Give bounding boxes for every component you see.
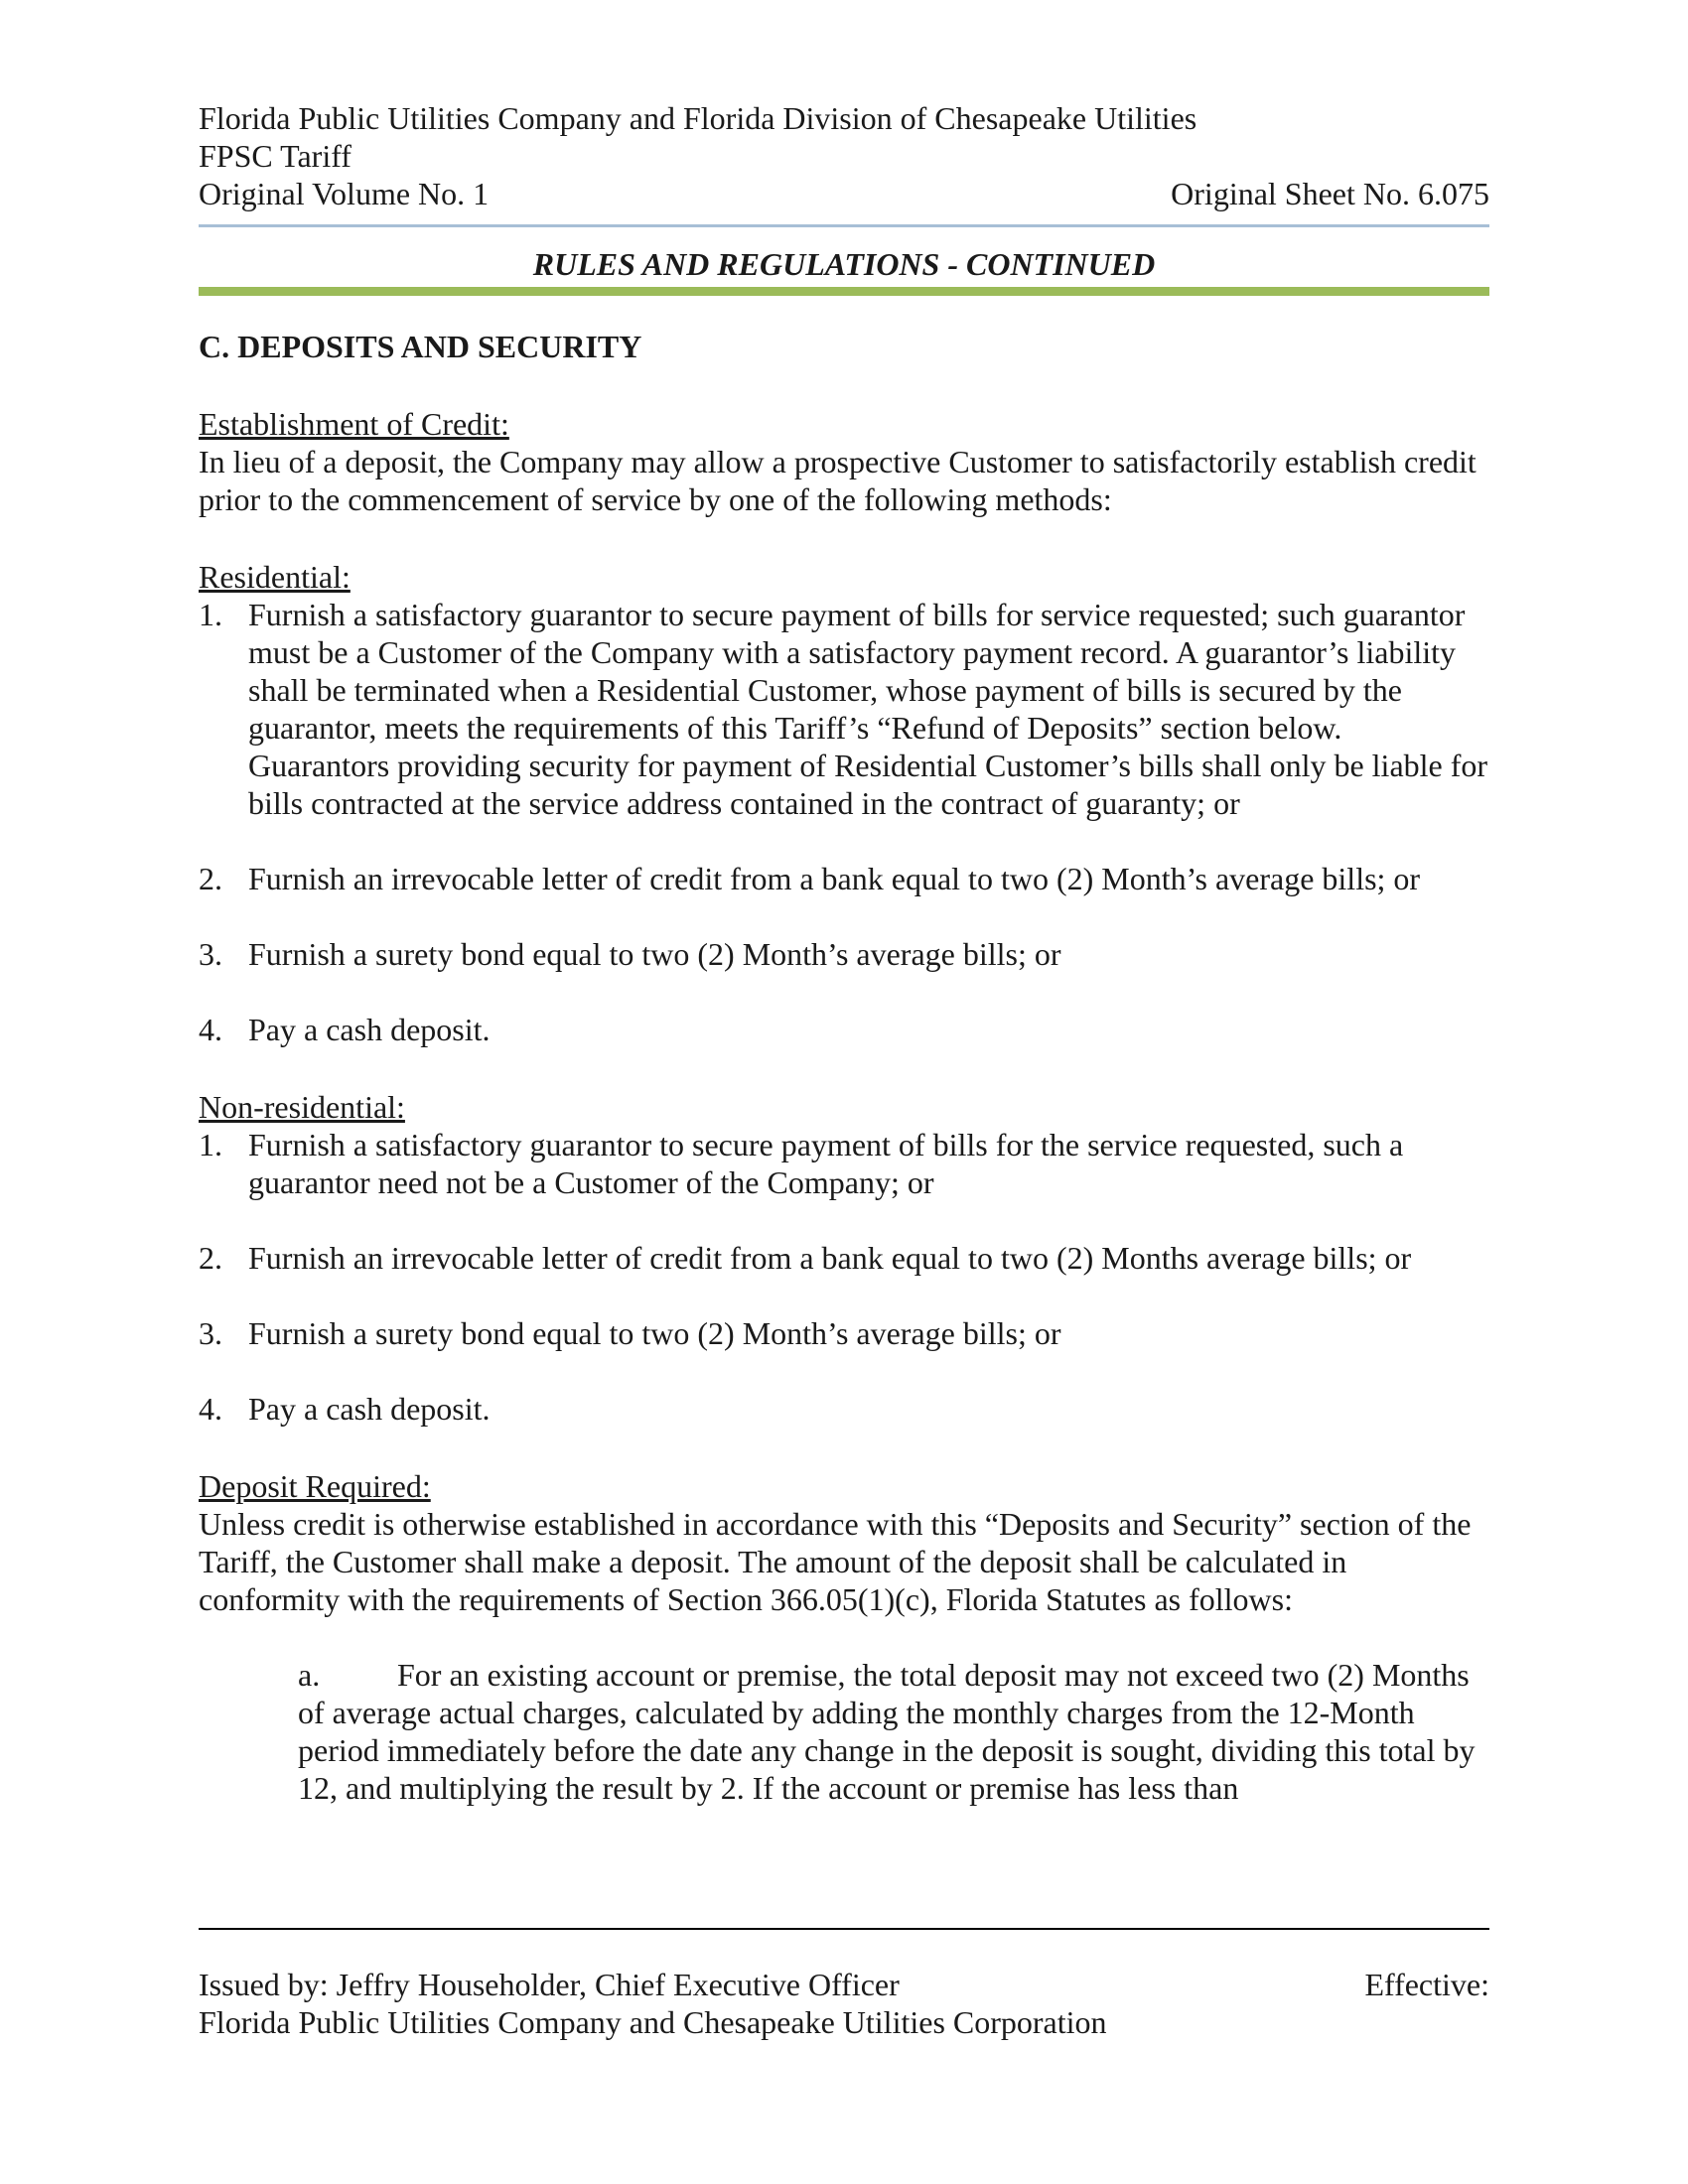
section-title: RULES AND REGULATIONS - CONTINUED	[532, 246, 1156, 282]
list-item-text: Furnish a surety bond equal to two (2) Month’s average bills; or	[248, 1315, 1061, 1351]
header-divider	[199, 224, 1489, 227]
list-item	[199, 860, 1489, 897]
footer-company: Florida Public Utilities Company and Chesapeake Utilities Corporation	[199, 2004, 1107, 2040]
header-sheet-number: Original Sheet No. 6.075	[1171, 176, 1489, 211]
deposit-required-subheading: Deposit Required:	[199, 1468, 431, 1504]
list-item	[199, 1390, 1489, 1428]
page-footer	[199, 1928, 1489, 2041]
subsection-text: For an existing account or premise, the total deposit may not exceed two (2) Months of average actual charges, calculated by adding the monthly charges from the 12-Month period immediately before the date any change in the deposit is sought, dividing this total by 12, and multiplying the result by 2. If the account or premise has less than	[298, 1657, 1476, 1806]
list-item-number: 4.	[199, 1391, 222, 1427]
list-item	[199, 596, 1489, 822]
list-item-text: Pay a cash deposit.	[248, 1391, 491, 1427]
non-residential-subheading: Non-residential:	[199, 1089, 405, 1125]
list-item	[199, 1239, 1489, 1277]
header-tariff-line: FPSC Tariff	[199, 138, 352, 174]
list-item-number: 1.	[199, 1127, 222, 1162]
section-title-divider	[199, 287, 1489, 296]
header-volume: Original Volume No. 1	[199, 176, 490, 211]
list-item-number: 4.	[199, 1012, 222, 1047]
list-item-number: 1.	[199, 597, 222, 632]
list-item	[199, 1011, 1489, 1048]
header-volume-row	[199, 175, 1489, 212]
footer-issued-row	[199, 1966, 1489, 2003]
list-item-number: 2.	[199, 1240, 222, 1276]
list-item-number: 3.	[199, 936, 222, 972]
header-company-line: Florida Public Utilities Company and Florida Division of Chesapeake Utilities	[199, 100, 1197, 136]
list-item-text: Pay a cash deposit.	[248, 1012, 491, 1047]
establishment-subheading: Establishment of Credit:	[199, 406, 509, 442]
deposit-subsection-a	[298, 1656, 1489, 1807]
footer-effective: Effective:	[1364, 1967, 1489, 2002]
list-item-text: Furnish an irrevocable letter of credit from a bank equal to two (2) Months average bills; or	[248, 1240, 1412, 1276]
list-item-number: 2.	[199, 861, 222, 896]
list-item-text: Furnish an irrevocable letter of credit from a bank equal to two (2) Month’s average bills; or	[248, 861, 1421, 896]
residential-subheading: Residential:	[199, 559, 351, 595]
list-item	[199, 1314, 1489, 1352]
list-item-text: Furnish a surety bond equal to two (2) Month’s average bills; or	[248, 936, 1061, 972]
residential-list	[199, 596, 1489, 1048]
list-item-text: Furnish a satisfactory guarantor to secure payment of bills for the service requested, such a guarantor need not be a Customer of the Company; or	[248, 1127, 1404, 1200]
list-item	[199, 1126, 1489, 1201]
deposit-required-paragraph: Unless credit is otherwise established in accordance with this “Deposits and Security” section of the Tariff, the Customer shall make a deposit. The amount of the deposit shall be calculated in conformity with the requirements of Section 366.05(1)(c), Florida Statutes as follows:	[199, 1506, 1472, 1617]
subsection-marker: a.	[298, 1657, 321, 1693]
section-heading: C. DEPOSITS AND SECURITY	[199, 329, 642, 364]
list-item-text: Furnish a satisfactory guarantor to secure payment of bills for service requested; such guarantor must be a Customer of the Company with a satisfactory payment record. A guarantor’s liability shall be terminated when a Residential Customer, whose payment of bills is secured by the guarantor, meets the requirements of this Tariff’s “Refund of Deposits” section below. Guarantors providing security for payment of Residential Customer’s bills shall only be liable for bills contracted at the service address contained in the contract of guaranty; or	[248, 597, 1488, 821]
list-item	[199, 935, 1489, 973]
list-item-number: 3.	[199, 1315, 222, 1351]
non-residential-list	[199, 1126, 1489, 1428]
document-page	[199, 99, 1489, 1807]
establishment-paragraph: In lieu of a deposit, the Company may allow a prospective Customer to satisfactorily establish credit prior to the commencement of service by one of the following methods:	[199, 444, 1477, 517]
footer-divider	[199, 1928, 1489, 1930]
footer-issued-by: Issued by: Jeffry Householder, Chief Executive Officer	[199, 1967, 900, 2002]
